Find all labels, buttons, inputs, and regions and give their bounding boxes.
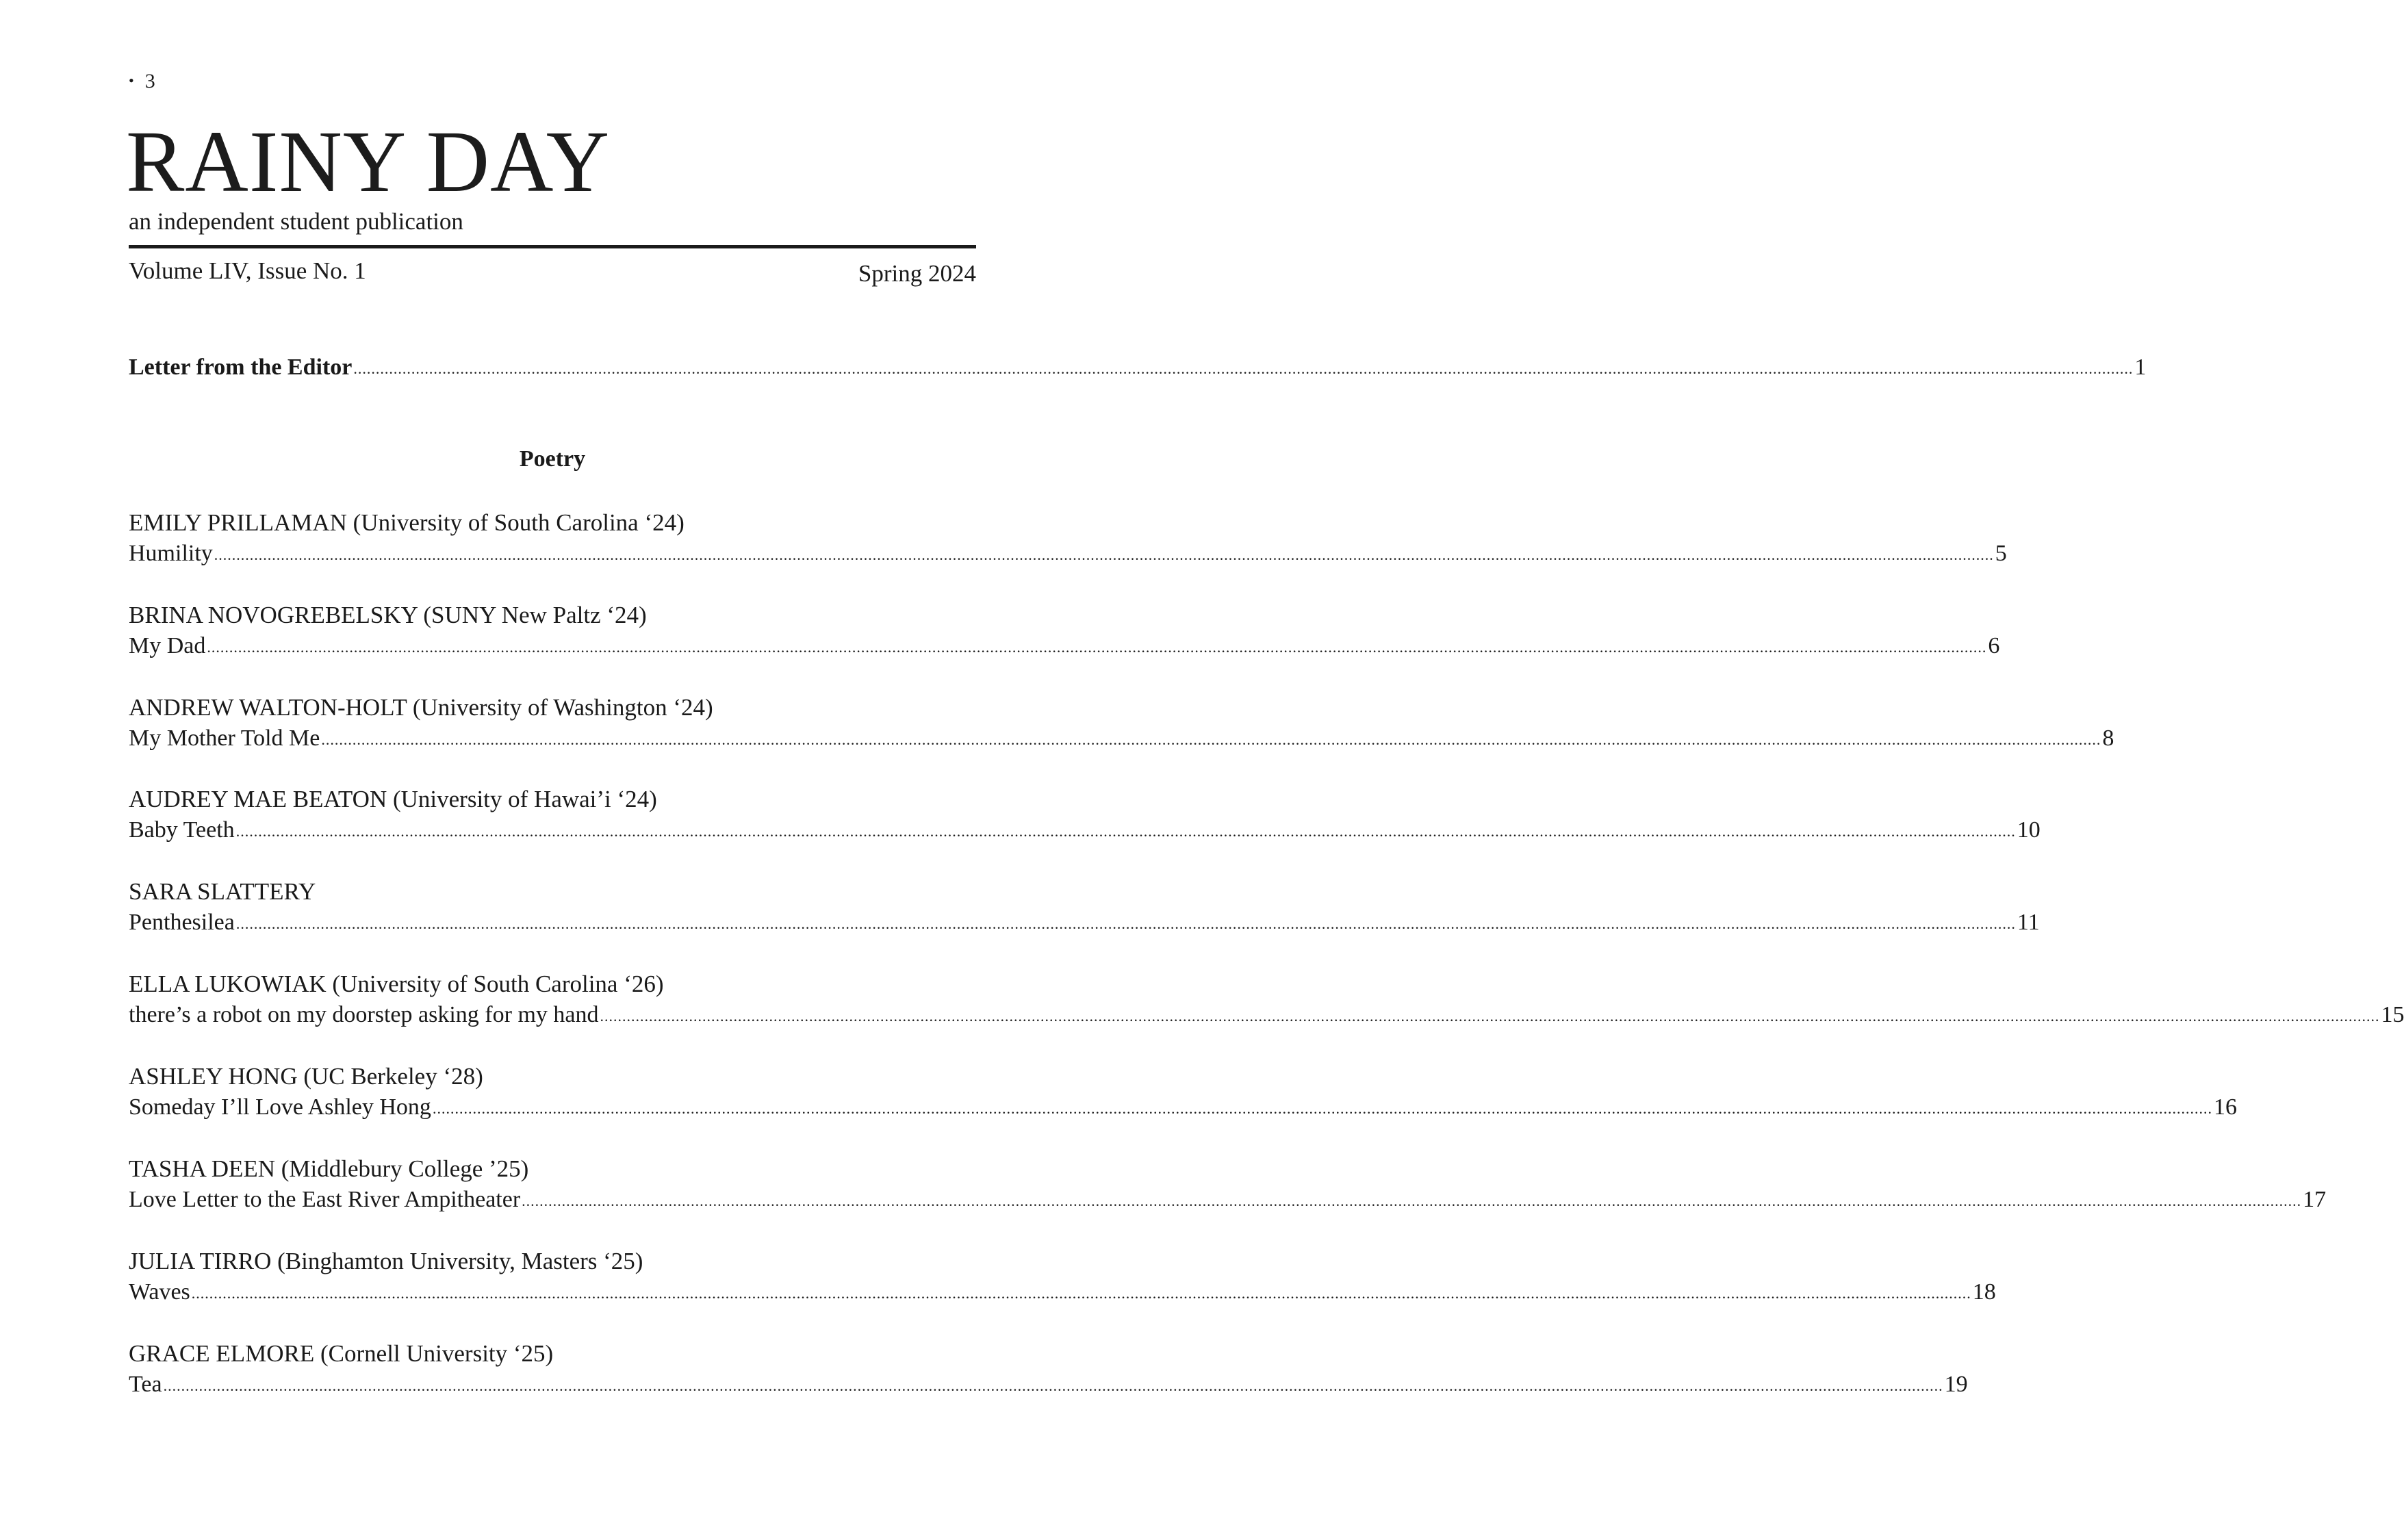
dot-leader: ................................................................................................................................................................................................................................................................................................................................................................................................................ — [235, 915, 2016, 932]
toc-entry-page: 15 — [2381, 1002, 2404, 1027]
toc-entry-author: ANDREW WALTON-HOLT (University of Washington ‘24) — [129, 694, 713, 721]
dot-leader: ................................................................................................................................................................................................................................................................................................................................................................................................................ — [191, 1285, 1971, 1302]
publication-subtitle: an independent student publication — [129, 208, 463, 235]
toc-entry-page: 6 — [1988, 633, 2000, 658]
toc-entry-page: 17 — [2303, 1187, 2327, 1212]
dot-leader: ................................................................................................................................................................................................................................................................................................................................................................................................................ — [432, 1100, 2212, 1117]
toc-entry[interactable] — [129, 509, 2007, 572]
toc-entry-author: AUDREY MAE BEATON (University of Hawai’i ‘24) — [129, 786, 657, 812]
toc-entry-title: My Dad — [129, 633, 206, 658]
toc-entry[interactable] — [129, 694, 2114, 757]
toc-entry-title: Letter from the Editor — [129, 355, 353, 380]
toc-entry[interactable] — [129, 971, 2404, 1034]
section-heading-poetry: Poetry — [519, 446, 586, 472]
dot-leader: ................................................................................................................................................................................................................................................................................................................................................................................................................ — [353, 360, 2134, 377]
toc-entry-page: 10 — [2017, 817, 2041, 843]
volume-issue: Volume LIV, Issue No. 1 — [129, 257, 366, 284]
toc-entry-title: Love Letter to the East River Ampitheater — [129, 1187, 521, 1212]
bullet-icon: • — [129, 72, 134, 89]
page-number — [129, 71, 155, 92]
dot-leader: ................................................................................................................................................................................................................................................................................................................................................................................................................ — [214, 546, 1994, 563]
toc-entry[interactable] — [129, 1340, 1968, 1403]
toc-entry-page: 8 — [2102, 726, 2114, 751]
toc-entry-author: BRINA NOVOGREBELSKY (SUNY New Paltz ‘24) — [129, 602, 647, 628]
toc-entry-title: Waves — [129, 1279, 190, 1305]
toc-entry[interactable] — [129, 602, 2000, 665]
toc-entry-author: ASHLEY HONG (UC Berkeley ‘28) — [129, 1063, 483, 1090]
dot-leader: ................................................................................................................................................................................................................................................................................................................................................................................................................ — [321, 731, 2101, 748]
toc-entry-title: there’s a robot on my doorstep asking for my hand — [129, 1002, 599, 1027]
toc-entry[interactable] — [129, 878, 2040, 941]
toc-entry-author: TASHA DEEN (Middlebury College ’25) — [129, 1155, 529, 1182]
dot-leader: ................................................................................................................................................................................................................................................................................................................................................................................................................ — [163, 1377, 1943, 1394]
toc-entry-page: 16 — [2213, 1094, 2237, 1120]
publication-title: RAINY DAY — [126, 113, 611, 210]
toc-entry-title: Penthesilea — [129, 910, 235, 935]
toc-entry[interactable] — [129, 1063, 2237, 1126]
header-rule — [129, 245, 976, 248]
toc-entry-title: Tea — [129, 1372, 162, 1397]
dot-leader: ................................................................................................................................................................................................................................................................................................................................................................................................................ — [522, 1192, 2302, 1209]
toc-entry[interactable] — [129, 1155, 2327, 1218]
page-number-value: 3 — [144, 70, 155, 92]
toc-entry-page: 5 — [1995, 541, 2007, 566]
toc-entry-title: Someday I’ll Love Ashley Hong — [129, 1094, 431, 1120]
dot-leader: ................................................................................................................................................................................................................................................................................................................................................................................................................ — [207, 639, 1987, 656]
toc-entry-author: JULIA TIRRO (Binghamton University, Masters ‘25) — [129, 1248, 643, 1274]
toc-entry-author: SARA SLATTERY — [129, 878, 316, 905]
toc-entry-page: 11 — [2017, 910, 2040, 935]
toc-entry-page: 1 — [2134, 355, 2147, 380]
toc-entry-author: ELLA LUKOWIAK (University of South Carolina ‘26) — [129, 971, 664, 997]
toc-entry-author: GRACE ELMORE (Cornell University ‘25) — [129, 1340, 554, 1367]
issue-season: Spring 2024 — [858, 260, 976, 287]
toc-entry-author: EMILY PRILLAMAN (University of South Carolina ‘24) — [129, 509, 685, 536]
toc-entry-editor-letter[interactable] — [129, 355, 2147, 380]
toc-entry[interactable] — [129, 786, 2041, 849]
dot-leader: ................................................................................................................................................................................................................................................................................................................................................................................................................ — [235, 823, 2016, 840]
toc-entry-title: Baby Teeth — [129, 817, 235, 843]
dot-leader: ................................................................................................................................................................................................................................................................................................................................................................................................................ — [600, 1008, 2380, 1025]
toc-entry-page: 18 — [1972, 1279, 1996, 1305]
toc-entry-title: My Mother Told Me — [129, 726, 320, 751]
toc-entry-page: 19 — [1944, 1372, 1968, 1397]
toc-entry[interactable] — [129, 1248, 1996, 1311]
toc-entry-title: Humility — [129, 541, 213, 566]
